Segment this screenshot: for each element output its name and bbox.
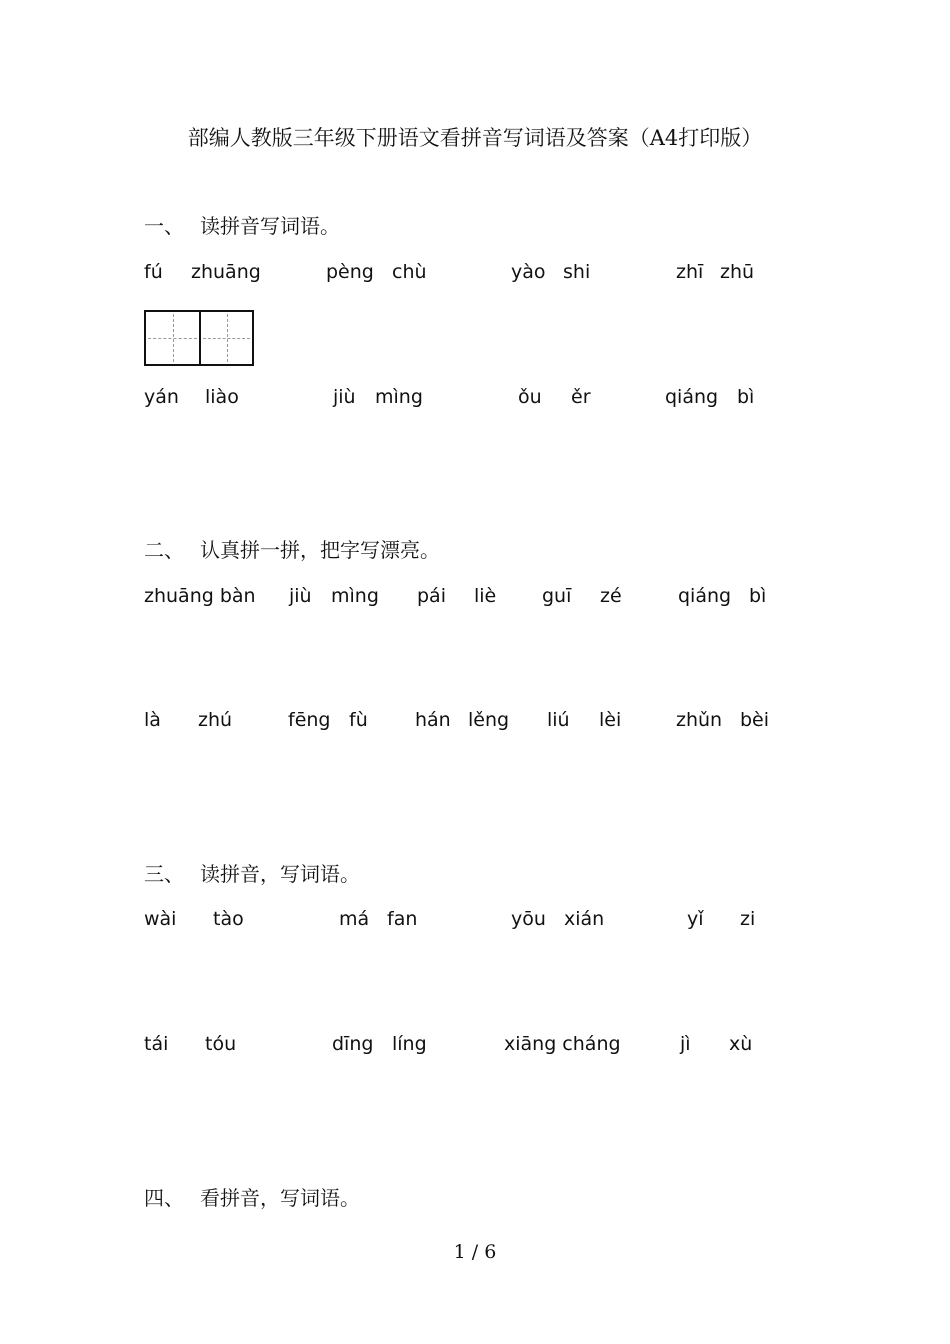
pinyin-syllable: xián [564,908,605,930]
pinyin-syllable: lěng [468,709,510,731]
pinyin-syllable: xù [729,1033,753,1055]
pinyin-syllable: lèi [599,709,622,731]
pinyin-syllable: bì [737,386,755,408]
pinyin-syllable: mìng [375,386,423,408]
pinyin-syllable: chù [392,261,427,283]
pinyin-syllable: zhī [676,261,704,283]
writing-grid-box[interactable] [144,310,254,366]
pinyin-syllable: tái [144,1033,169,1055]
pinyin-syllable: qiáng [678,585,732,607]
pinyin-syllable: jì [680,1033,691,1055]
pinyin-syllable: fù [349,709,368,731]
pinyin-syllable: zhuāng bàn [144,585,256,607]
pinyin-syllable: zhǔn [676,709,723,731]
section-instruction: 读拼音，写词语。 [200,862,360,886]
pinyin-syllable: pái [417,585,446,607]
pinyin-syllable: shi [563,261,591,283]
pinyin-syllable: jiù [333,386,356,408]
pinyin-syllable: xiāng cháng [504,1033,621,1055]
writing-grid-cell[interactable] [199,312,252,364]
pinyin-syllable: pèng [326,261,374,283]
section-number: 一、 [144,214,184,238]
pinyin-syllable: bèi [740,709,770,731]
pinyin-syllable: là [144,709,161,731]
pinyin-syllable: zhú [198,709,233,731]
pinyin-syllable: yào [511,261,546,283]
pinyin-syllable: wài [144,908,177,930]
pinyin-syllable: guī [542,585,572,607]
section-2-heading [144,534,440,563]
writing-grid-cell[interactable] [146,312,199,364]
pinyin-syllable: fan [387,908,418,930]
pinyin-syllable: zhuāng [191,261,261,283]
pinyin-syllable: fú [144,261,163,283]
pinyin-syllable: yán [144,386,179,408]
section-3-heading [144,858,360,887]
pinyin-syllable: tào [213,908,244,930]
section-number: 三、 [144,862,184,886]
section-4-heading [144,1182,360,1211]
pinyin-syllable: má [339,908,370,930]
pinyin-syllable: bì [749,585,767,607]
section-number: 二、 [144,538,184,562]
page-number: 1 / 6 [453,1241,497,1263]
pinyin-syllable: zi [740,908,756,930]
section-number: 四、 [144,1186,184,1210]
section-instruction: 认真拼一拼，把字写漂亮。 [200,538,440,562]
pinyin-syllable: ǒu [518,386,542,408]
section-instruction: 看拼音，写词语。 [200,1186,360,1210]
section-1-heading [144,210,340,239]
pinyin-syllable: jiù [289,585,312,607]
pinyin-syllable: hán [415,709,451,731]
pinyin-syllable: mìng [331,585,379,607]
pinyin-syllable: liào [205,386,239,408]
pinyin-syllable: liè [474,585,497,607]
pinyin-syllable: liú [547,709,570,731]
section-instruction: 读拼音写词语。 [200,214,340,238]
pinyin-syllable: ěr [571,386,591,408]
pinyin-syllable: fēng [288,709,331,731]
pinyin-syllable: qiáng [665,386,719,408]
pinyin-syllable: zhū [720,261,755,283]
pinyin-syllable: líng [392,1033,427,1055]
pinyin-syllable: zé [600,585,622,607]
pinyin-syllable: yōu [511,908,546,930]
pinyin-syllable: yǐ [687,908,704,930]
pinyin-syllable: tóu [205,1033,237,1055]
pinyin-syllable: dīng [332,1033,374,1055]
page-title: 部编人教版三年级下册语文看拼音写词语及答案（A4打印版） [187,126,763,150]
